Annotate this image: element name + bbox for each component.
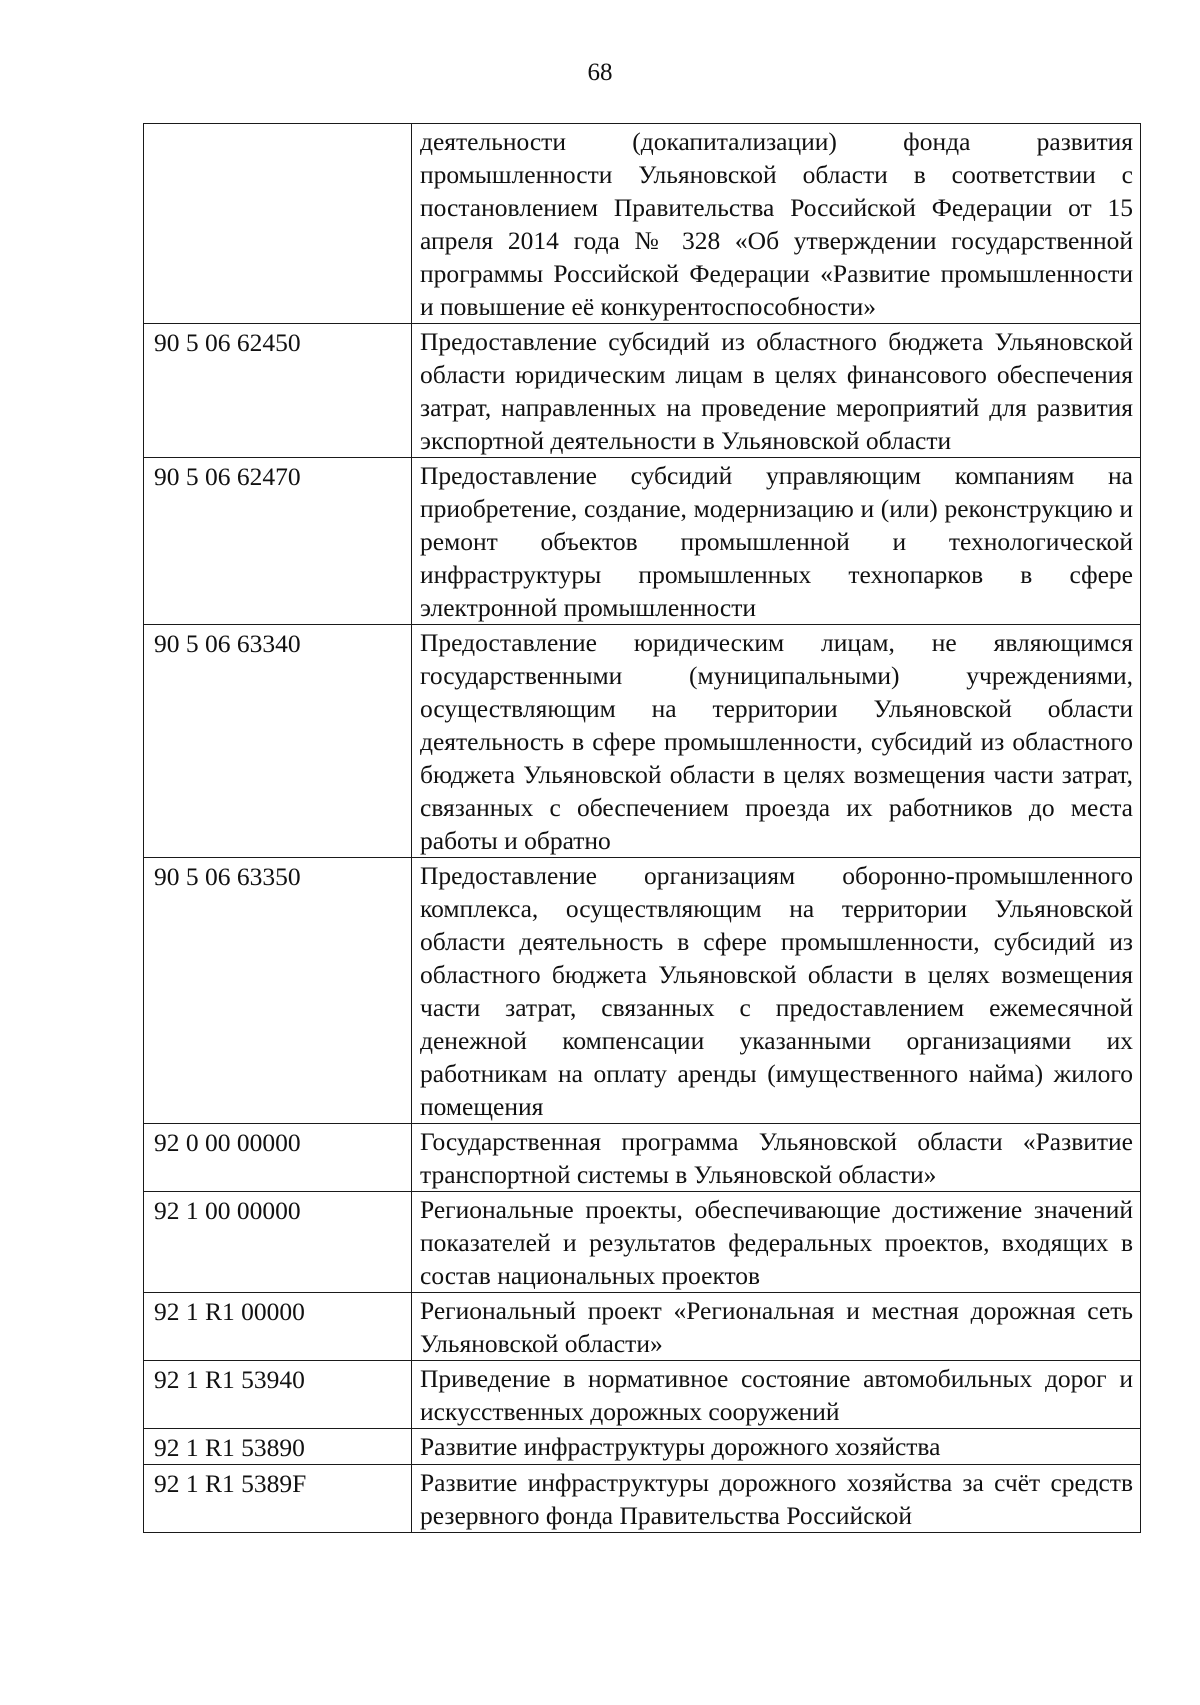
code-cell: 92 1 R1 00000 bbox=[144, 1293, 412, 1361]
description-cell bbox=[412, 1293, 1141, 1361]
description-cell bbox=[412, 858, 1141, 1124]
description-cell bbox=[412, 1192, 1141, 1293]
code-cell: 90 5 06 63350 bbox=[144, 858, 412, 1124]
table-row bbox=[144, 1293, 1141, 1361]
description-cell bbox=[412, 1124, 1141, 1192]
table-row bbox=[144, 124, 1141, 324]
table-row bbox=[144, 1465, 1141, 1533]
table-row bbox=[144, 1429, 1141, 1465]
code-cell: 92 1 R1 5389F bbox=[144, 1465, 412, 1533]
description-cell bbox=[412, 1361, 1141, 1429]
description-cell bbox=[412, 324, 1141, 458]
page-number: 68 bbox=[587, 59, 613, 86]
description-text: Предоставление юридическим лицам, не являющимся государственными (муниципальными) учреждениями, осуществляющим на территории Ульяновской области деятельность в сфере промышленности, субсидий из областного бюджета Ульяновской области в целях возмещения части затрат, связанных с обеспечением проезда их работников до места работы и обратно bbox=[420, 628, 1133, 855]
description-text: Региональный проект «Региональная и местная дорожная сеть Ульяновской области» bbox=[420, 1296, 1133, 1358]
description-cell bbox=[412, 1429, 1141, 1465]
table-row bbox=[144, 324, 1141, 458]
description-text: Региональные проекты, обеспечивающие достижение значений показателей и результатов федеральных проектов, входящих в состав национальных проектов bbox=[420, 1195, 1133, 1290]
code-cell bbox=[144, 124, 412, 324]
budget-classification-table bbox=[143, 123, 1141, 1533]
table-row bbox=[144, 1192, 1141, 1293]
description-cell bbox=[412, 1465, 1141, 1533]
table-row bbox=[144, 625, 1141, 858]
code-cell: 90 5 06 62450 bbox=[144, 324, 412, 458]
code-cell: 92 1 R1 53940 bbox=[144, 1361, 412, 1429]
table-row bbox=[144, 1361, 1141, 1429]
description-text: Предоставление субсидий управляющим компаниям на приобретение, создание, модернизацию и (или) реконструкцию и ремонт объектов промышленной и технологической инфраструктуры промышленных технопарков в сфере электронной промышленности bbox=[420, 461, 1133, 622]
description-text: Государственная программа Ульяновской области «Развитие транспортной системы в Ульяновской области» bbox=[420, 1127, 1133, 1189]
description-text: деятельности (докапитализации) фонда развития промышленности Ульяновской области в соответствии с постановлением Правительства Российской Федерации от 15 апреля 2014 года № 328 «Об утверждении государственной программы Российской Федерации «Развитие промышленности и повышение её конкурентоспособности» bbox=[420, 127, 1133, 321]
code-cell: 92 0 00 00000 bbox=[144, 1124, 412, 1192]
table-row bbox=[144, 1124, 1141, 1192]
description-text: Развитие инфраструктуры дорожного хозяйства bbox=[420, 1432, 941, 1461]
description-text: Приведение в нормативное состояние автомобильных дорог и искусственных дорожных сооружений bbox=[420, 1364, 1133, 1426]
code-cell: 90 5 06 63340 bbox=[144, 625, 412, 858]
description-text: Предоставление организациям оборонно-промышленного комплекса, осуществляющим на территории Ульяновской области деятельность в сфере промышленности, субсидий из областного бюджета Ульяновской области в целях возмещения части затрат, связанных с предоставлением ежемесячной денежной компенсации указанными организациями их работникам на оплату аренды (имущественного найма) жилого помещения bbox=[420, 861, 1133, 1121]
description-text: Предоставление субсидий из областного бюджета Ульяновской области юридическим лицам в целях финансового обеспечения затрат, направленных на проведение мероприятий для развития экспортной деятельности в Ульяновской области bbox=[420, 327, 1133, 455]
code-cell: 92 1 R1 53890 bbox=[144, 1429, 412, 1465]
code-cell: 90 5 06 62470 bbox=[144, 458, 412, 625]
description-cell bbox=[412, 625, 1141, 858]
description-cell bbox=[412, 124, 1141, 324]
table-row bbox=[144, 458, 1141, 625]
description-text: Развитие инфраструктуры дорожного хозяйства за счёт средств резервного фонда Правительства Российской bbox=[420, 1468, 1133, 1530]
code-cell: 92 1 00 00000 bbox=[144, 1192, 412, 1293]
description-cell bbox=[412, 458, 1141, 625]
table-row bbox=[144, 858, 1141, 1124]
